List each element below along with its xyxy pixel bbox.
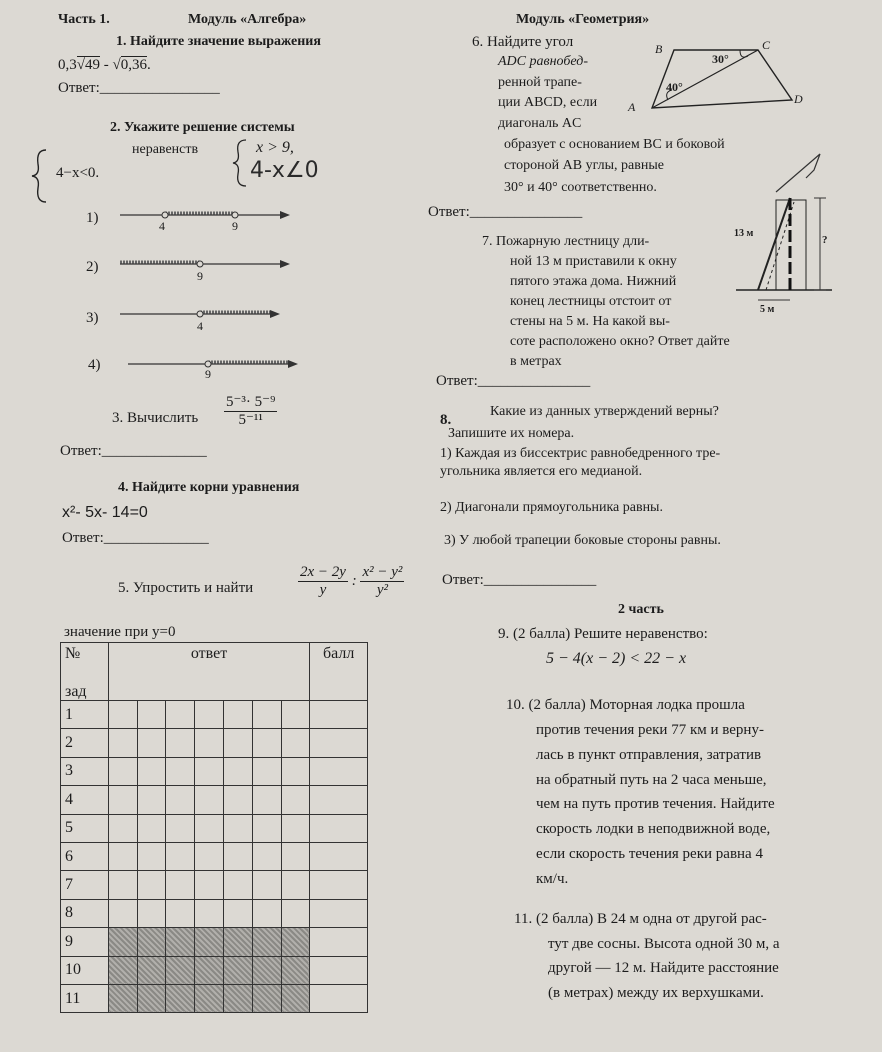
q1-answer-line[interactable]: Ответ:________________ <box>58 80 220 96</box>
answer-cell[interactable] <box>137 899 166 927</box>
answer-cell[interactable] <box>281 842 310 870</box>
q6-line-7: 30° и 40° соответственно. <box>504 180 657 195</box>
ladder-length-label: 13 м <box>734 228 754 239</box>
answer-cell <box>108 928 137 956</box>
trapezoid-angle-40: 40° <box>666 80 683 94</box>
table-row-number: 9 <box>61 928 109 956</box>
system-brace-icon <box>232 138 252 188</box>
table-row-number: 3 <box>61 757 109 785</box>
q7-answer-line[interactable]: Ответ:_______________ <box>436 373 591 389</box>
answer-cell[interactable] <box>252 899 281 927</box>
answer-cell[interactable] <box>223 842 252 870</box>
ladder-base-label: 5 м <box>760 304 775 315</box>
q7-line-2: пятого этажа дома. Нижний <box>510 274 677 289</box>
q2-option-3-tick4: 4 <box>197 319 203 333</box>
answer-cell[interactable] <box>166 871 195 899</box>
q6-line-5: образует с основанием BC и боковой <box>504 137 725 152</box>
answer-cell[interactable] <box>252 757 281 785</box>
answer-cell[interactable] <box>195 899 224 927</box>
answer-cell[interactable] <box>108 729 137 757</box>
q8-title: Какие из данных утверждений верны? <box>490 404 719 419</box>
answer-cell[interactable] <box>108 757 137 785</box>
table-row-number: 2 <box>61 729 109 757</box>
answer-cell[interactable] <box>137 871 166 899</box>
score-cell[interactable] <box>310 984 368 1012</box>
table-row <box>61 928 368 956</box>
q1-title: 1. Найдите значение выражения <box>116 34 321 49</box>
q8-statement-2: 2) Диагонали прямоугольника равны. <box>440 500 663 515</box>
answer-cell[interactable] <box>281 729 310 757</box>
answer-cell <box>166 984 195 1012</box>
answer-cell[interactable] <box>252 871 281 899</box>
answer-cell[interactable] <box>166 786 195 814</box>
trapezoid-label-b: B <box>655 42 663 56</box>
q6-line-1: ADC равнобед- <box>498 54 588 69</box>
answer-cell <box>166 956 195 984</box>
q2-subtitle: неравенств <box>132 142 199 157</box>
q9-title: 9. (2 балла) Решите неравенство: <box>498 626 708 642</box>
q2-handwritten-line2: 4-x∠0 <box>250 158 319 183</box>
answer-cell[interactable] <box>137 701 166 729</box>
q2-option-1-tick9: 9 <box>232 219 238 233</box>
answer-cell[interactable] <box>223 786 252 814</box>
answer-cell[interactable] <box>252 701 281 729</box>
answer-cell[interactable] <box>223 814 252 842</box>
answer-cell <box>195 956 224 984</box>
answer-cell <box>281 928 310 956</box>
q11-line-3: другой — 12 м. Найдите расстояние <box>548 960 779 976</box>
table-row-number: 6 <box>61 842 109 870</box>
answer-cell[interactable] <box>281 814 310 842</box>
q2-option-2-tick9: 9 <box>197 269 203 283</box>
answer-cell <box>108 984 137 1012</box>
q7-line-3: конец лестницы отстоит от <box>510 294 672 309</box>
answer-cell[interactable] <box>281 871 310 899</box>
table-row-number: 5 <box>61 814 109 842</box>
answer-cell <box>281 984 310 1012</box>
answer-cell[interactable] <box>252 729 281 757</box>
answer-cell[interactable] <box>195 842 224 870</box>
q2-option-4-label[interactable]: 4) <box>88 357 101 373</box>
q10-line-5: чем на путь против течения. Найдите <box>536 796 775 812</box>
trapezoid-label-d: D <box>794 92 803 106</box>
q2-option-2-label[interactable]: 2) <box>86 259 99 275</box>
answer-cell[interactable] <box>166 899 195 927</box>
q2-option-1-tick4: 4 <box>159 219 165 233</box>
q4-equation: x²- 5x- 14=0 <box>62 504 148 521</box>
answer-cell[interactable] <box>195 814 224 842</box>
score-cell[interactable] <box>310 899 368 927</box>
answer-cell <box>223 928 252 956</box>
q3-fraction: $\frac{\text{5⁻³· 5⁻⁹}}{\text{5⁻¹¹}}$ <box>226 394 276 428</box>
score-cell[interactable] <box>310 729 368 757</box>
q8-statement-1b: угольника является его медианой. <box>440 464 643 479</box>
answer-cell[interactable] <box>166 701 195 729</box>
table-row <box>61 729 368 757</box>
score-cell[interactable] <box>310 757 368 785</box>
q10-line-4: на обратный путь на 2 часа меньше, <box>536 772 767 788</box>
q6-answer-line[interactable]: Ответ:_______________ <box>428 204 583 220</box>
answer-cell[interactable] <box>223 729 252 757</box>
q2-option-3-numberline[interactable] <box>120 304 295 334</box>
answer-cell[interactable] <box>252 842 281 870</box>
table-header-row <box>61 643 368 701</box>
q8-instruction: Запишите их номера. <box>448 426 575 441</box>
q6-line-3: ции ABCD, если <box>498 95 598 110</box>
ladder-figure <box>728 140 838 300</box>
answer-cell[interactable] <box>252 786 281 814</box>
table-header-answer: ответ <box>108 643 309 701</box>
answer-cell[interactable] <box>166 842 195 870</box>
q8-number: 8. <box>440 412 452 428</box>
table-row-number: 1 <box>61 701 109 729</box>
system-brace-large-icon <box>30 148 50 204</box>
q5-expression: $\frac{2x - 2y}{y}$ : $\frac{\text{x² − y²}}{\text{y²}}$ <box>300 564 403 598</box>
q7-line-1: ной 13 м приставили к окну <box>510 254 677 269</box>
answer-cell <box>223 984 252 1012</box>
table-header-score: балл <box>310 643 368 701</box>
answer-cell <box>137 928 166 956</box>
table-row-number: 7 <box>61 871 109 899</box>
module-geometry-title: Модуль «Геометрия» <box>516 12 650 27</box>
table-row <box>61 814 368 842</box>
table-row <box>61 871 368 899</box>
table-row-number: 11 <box>61 984 109 1012</box>
q4-answer-line[interactable]: Ответ:______________ <box>62 530 209 546</box>
answer-cell[interactable] <box>108 871 137 899</box>
part2-title: 2 часть <box>618 602 664 617</box>
table-row <box>61 956 368 984</box>
q7-line-5: соте расположено окно? Ответ дайте <box>510 334 730 349</box>
answer-cell <box>223 956 252 984</box>
table-row <box>61 984 368 1012</box>
q6-line-6: стороной AB углы, равные <box>504 158 664 173</box>
q2-option-4-numberline[interactable] <box>128 354 303 384</box>
answer-cell[interactable] <box>252 814 281 842</box>
answer-cell <box>195 984 224 1012</box>
answer-cell[interactable] <box>137 757 166 785</box>
answer-cell[interactable] <box>108 899 137 927</box>
answer-cell[interactable] <box>281 701 310 729</box>
answer-cell[interactable] <box>137 729 166 757</box>
q2-option-1-numberline[interactable] <box>120 205 295 235</box>
answer-cell[interactable] <box>281 899 310 927</box>
answer-cell[interactable] <box>166 814 195 842</box>
answer-cell[interactable] <box>195 786 224 814</box>
answer-cell[interactable] <box>195 757 224 785</box>
answer-cell <box>137 984 166 1012</box>
q2-option-4-tick9: 9 <box>205 367 211 381</box>
q4-title: 4. Найдите корни уравнения <box>118 480 300 495</box>
module-algebra-title: Модуль «Алгебра» <box>188 12 307 27</box>
q3-title: 3. Вычислить <box>112 410 199 426</box>
q2-option-1-label[interactable]: 1) <box>86 210 99 226</box>
answer-cell[interactable] <box>137 814 166 842</box>
score-cell[interactable] <box>310 956 368 984</box>
q10-line-7: если скорость течения реки равна 4 <box>536 846 763 862</box>
answer-cell[interactable] <box>195 871 224 899</box>
answer-cell[interactable] <box>108 701 137 729</box>
q1-expression: 0,3√49 - √0,36. <box>58 57 151 73</box>
answer-cell[interactable] <box>166 757 195 785</box>
score-cell[interactable] <box>310 786 368 814</box>
answer-cell[interactable] <box>223 871 252 899</box>
answer-cell[interactable] <box>195 701 224 729</box>
q7-line-4: стены на 5 м. На какой вы- <box>510 314 670 329</box>
table-row <box>61 786 368 814</box>
table-row-number: 10 <box>61 956 109 984</box>
q3-answer-line[interactable]: Ответ:______________ <box>60 443 207 459</box>
answer-cell[interactable] <box>166 729 195 757</box>
q7-title: 7. Пожарную лестницу дли- <box>482 234 650 249</box>
ladder-height-label: ? <box>822 234 828 246</box>
trapezoid-label-c: C <box>762 38 771 52</box>
table-row <box>61 701 368 729</box>
q6-line-2: ренной трапе- <box>498 75 582 90</box>
answer-cell[interactable] <box>223 757 252 785</box>
q8-statement-1a: 1) Каждая из биссектрис равнобедренного тре- <box>440 446 721 461</box>
q10-line-3: лась в пункт отправления, затратив <box>536 747 762 763</box>
answer-cell <box>252 956 281 984</box>
q5-answer-line[interactable]: Ответ:_______________ <box>442 572 597 588</box>
q10-line-8: км/ч. <box>536 871 569 887</box>
answer-cell[interactable] <box>108 842 137 870</box>
answer-cell[interactable] <box>281 757 310 785</box>
answer-cell <box>252 928 281 956</box>
q2-system-line1: x > 9, <box>256 139 294 156</box>
q10-line-1: 10. (2 балла) Моторная лодка прошла <box>506 697 745 713</box>
answer-table <box>60 642 368 1013</box>
score-cell[interactable] <box>310 928 368 956</box>
table-row-number: 4 <box>61 786 109 814</box>
q5-tail: значение при y=0 <box>64 624 176 640</box>
q11-line-4: (в метрах) между их верхушками. <box>548 985 764 1001</box>
table-row <box>61 899 368 927</box>
answer-cell[interactable] <box>137 842 166 870</box>
q2-option-2-numberline[interactable] <box>120 254 295 284</box>
table-row <box>61 842 368 870</box>
trapezoid-label-a: A <box>628 100 636 114</box>
score-cell[interactable] <box>310 814 368 842</box>
answer-cell <box>195 928 224 956</box>
answer-cell <box>137 956 166 984</box>
part-title: Часть 1. <box>58 12 110 27</box>
answer-cell[interactable] <box>195 729 224 757</box>
q11-line-1: 11. (2 балла) В 24 м одна от другой рас- <box>514 911 767 927</box>
table-header-number: № зад <box>61 643 109 701</box>
answer-cell <box>108 956 137 984</box>
score-cell[interactable] <box>310 842 368 870</box>
answer-cell[interactable] <box>223 701 252 729</box>
answer-cell[interactable] <box>281 786 310 814</box>
score-cell[interactable] <box>310 871 368 899</box>
answer-cell <box>252 984 281 1012</box>
q5-title: 5. Упростить и найти <box>118 580 254 596</box>
q9-expression: 5 − 4(x − 2) < 22 − x <box>546 650 687 667</box>
q7-line-6: в метрах <box>510 354 562 369</box>
q2-title: 2. Укажите решение системы <box>110 120 295 135</box>
q6-title: 6. Найдите угол <box>472 34 574 50</box>
q8-statement-3: 3) У любой трапеции боковые стороны равны. <box>444 533 721 548</box>
q2-option-3-label[interactable]: 3) <box>86 310 99 326</box>
q2-system-line2: 4−x<0. <box>56 165 100 181</box>
answer-cell[interactable] <box>108 814 137 842</box>
answer-cell <box>281 956 310 984</box>
table-row-number: 8 <box>61 899 109 927</box>
table-row <box>61 757 368 785</box>
q10-line-2: против течения реки 77 км и верну- <box>536 722 764 738</box>
q6-line-4: диагональ AC <box>498 116 582 131</box>
trapezoid-angle-30: 30° <box>712 52 729 66</box>
answer-cell[interactable] <box>137 786 166 814</box>
answer-cell[interactable] <box>223 899 252 927</box>
q10-line-6: скорость лодки в неподвижной воде, <box>536 821 771 837</box>
score-cell[interactable] <box>310 701 368 729</box>
answer-cell[interactable] <box>108 786 137 814</box>
answer-cell <box>166 928 195 956</box>
q11-line-2: тут две сосны. Высота одной 30 м, а <box>548 936 780 952</box>
